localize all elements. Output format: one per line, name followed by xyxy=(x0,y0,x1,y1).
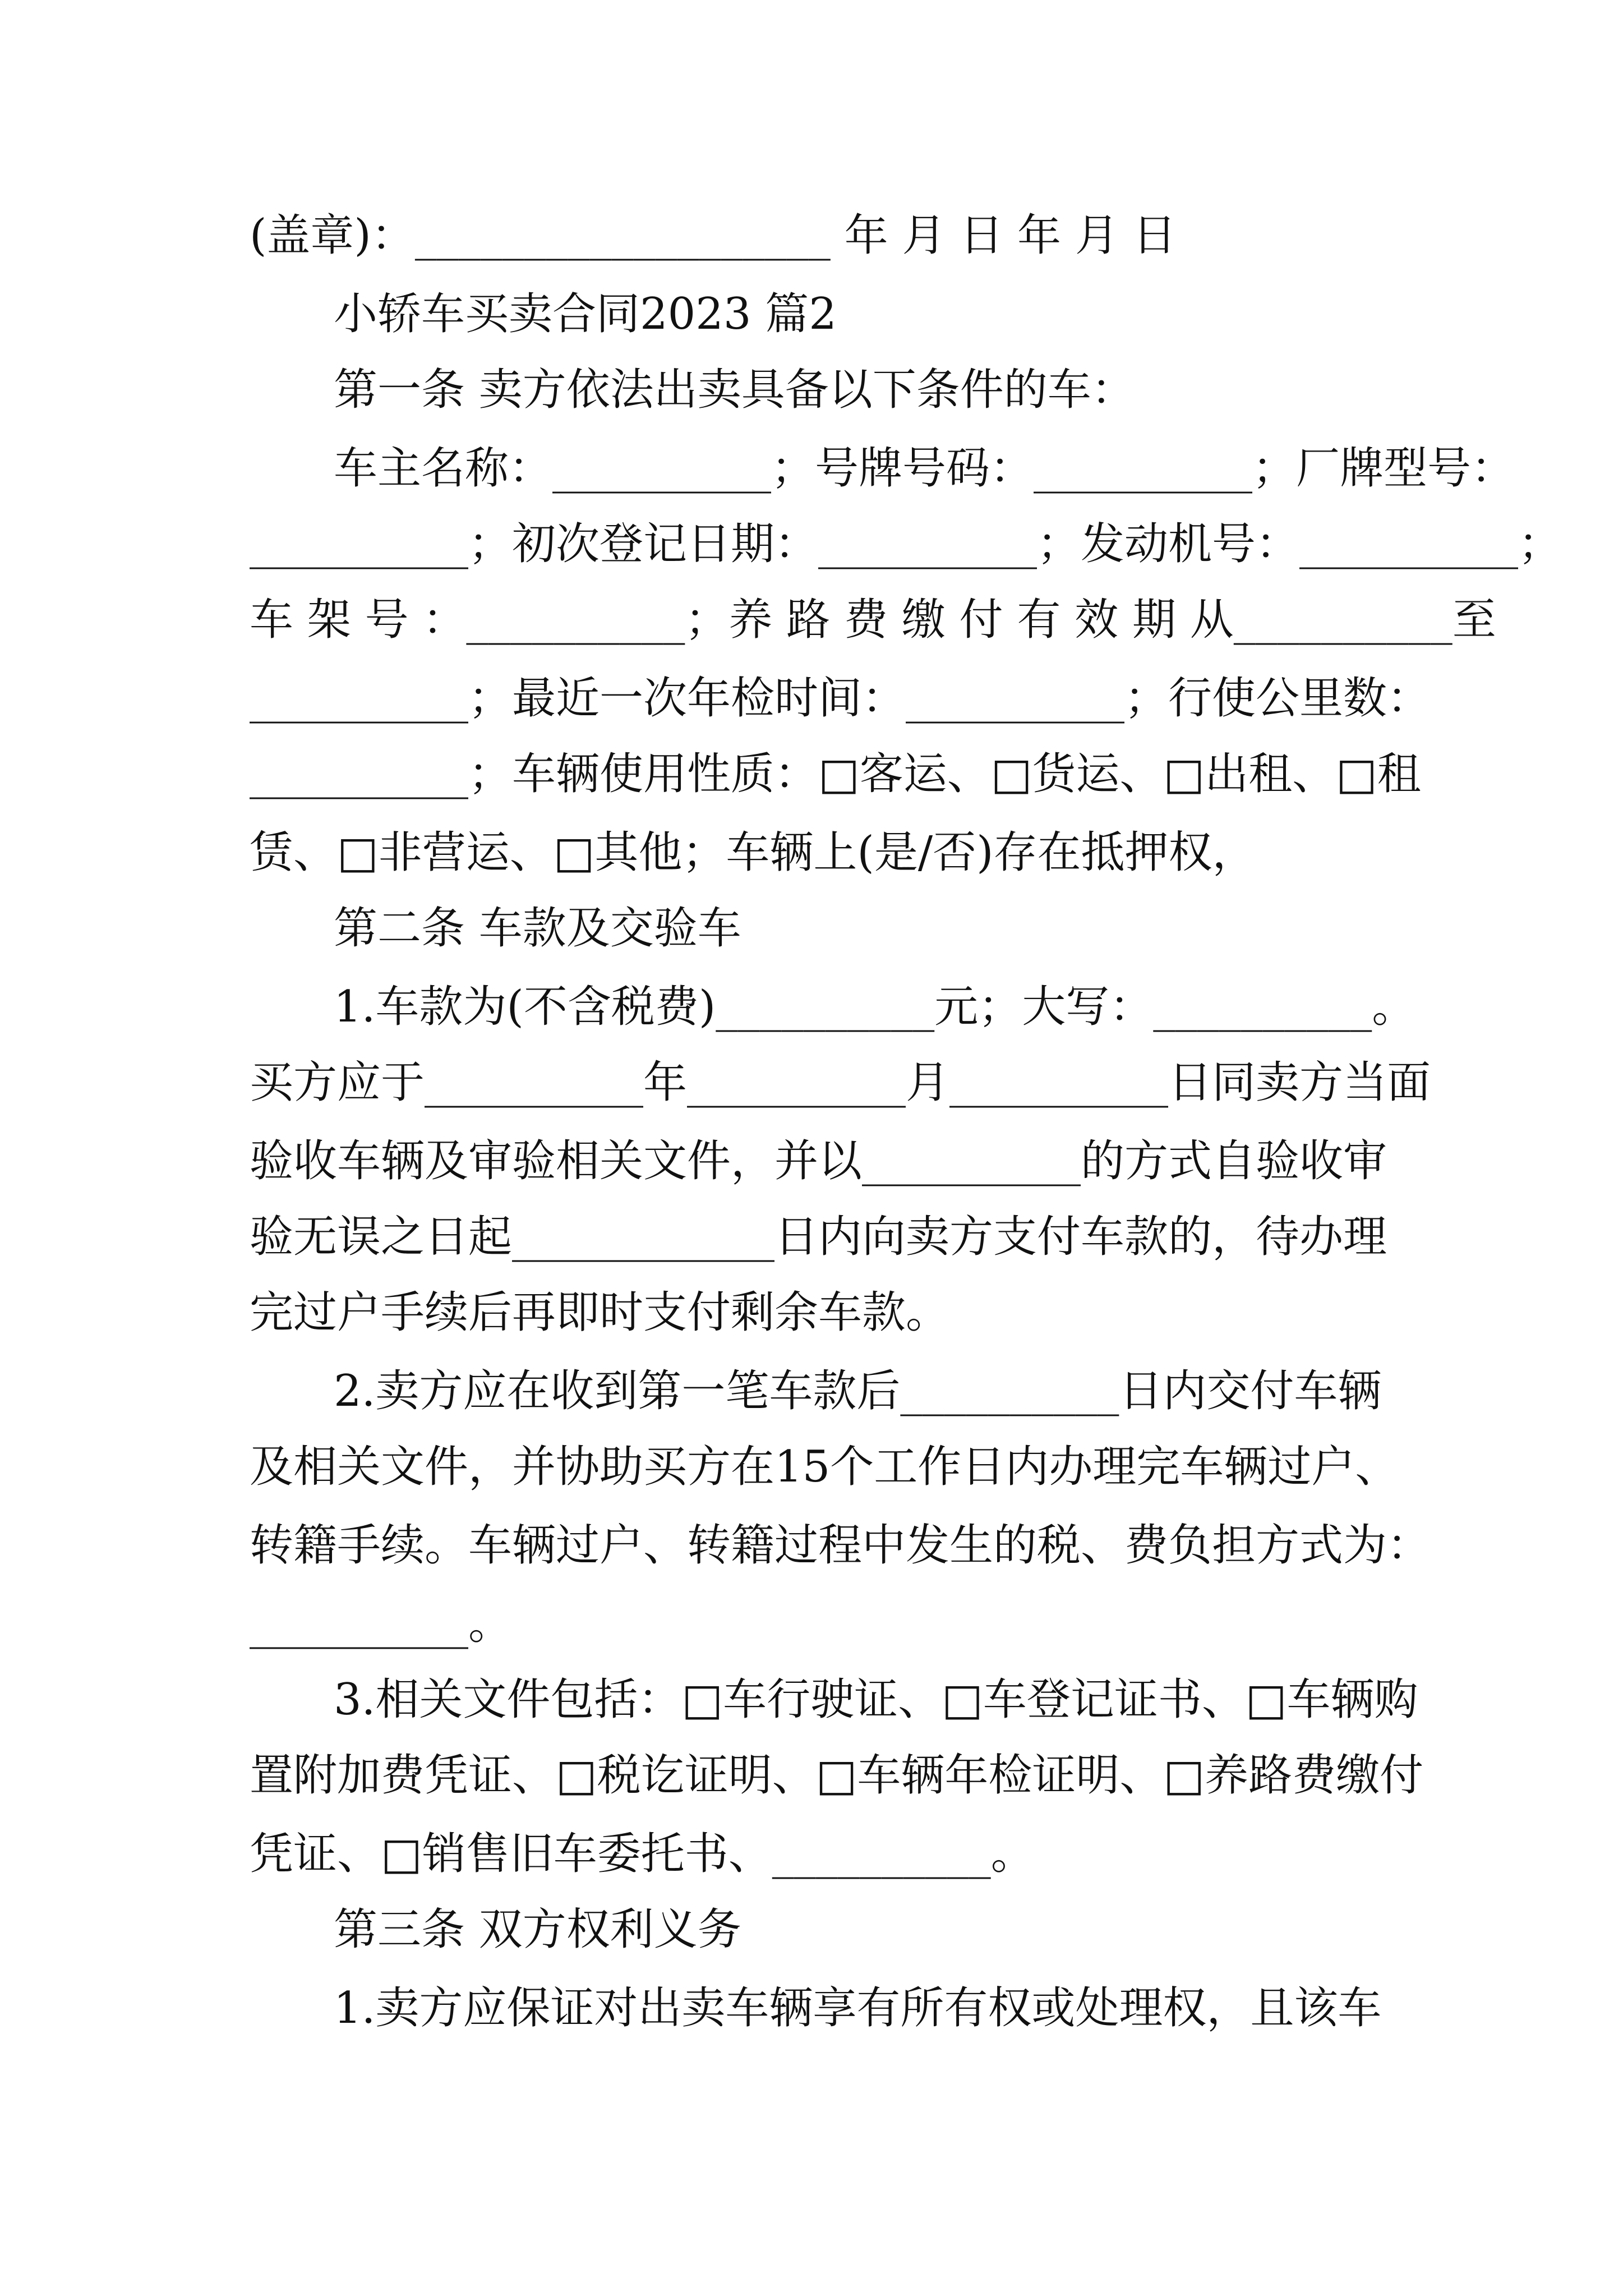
line-11: 1.车款为(不含税费)__________元；大写：__________。 xyxy=(334,982,1416,1032)
line-16: 2.卖方应在收到第一笔车款后__________日内交付车辆 xyxy=(334,1366,1382,1416)
line-1: (盖章)：___________________ 年 月 日 年 月 日 xyxy=(250,210,1177,261)
line-19: __________。 xyxy=(250,1599,513,1649)
line-14: 验无误之日起____________日内向卖方支付车款的，待办理 xyxy=(250,1212,1387,1262)
line-5: __________；初次登记日期：__________；发动机号：__________； xyxy=(250,519,1562,569)
line-21: 置附加费凭证、□税讫证明、□车辆年检证明、□养路费缴付 xyxy=(250,1750,1424,1801)
line-22: 凭证、□销售旧车委托书、__________。 xyxy=(250,1829,1035,1879)
line-24: 1.卖方应保证对出卖车辆享有所有权或处理权，且该车 xyxy=(334,1983,1382,2033)
line-6: 车 架 号 ：__________；养 路 费 缴 付 有 效 期 从__________至 xyxy=(250,595,1496,645)
line-17: 及相关文件，并协助买方在15个工作日内办理完车辆过户、 xyxy=(250,1442,1399,1492)
line-13: 验收车辆及审验相关文件，并以__________的方式自验收审 xyxy=(250,1136,1387,1186)
line-8: __________；车辆使用性质：□客运、□货运、□出租、□租 xyxy=(250,749,1421,799)
line-20: 3.相关文件包括：□车行驶证、□车登记证书、□车辆购 xyxy=(334,1674,1418,1725)
line-12: 买方应于__________年__________月__________日同卖方当面 xyxy=(250,1057,1431,1108)
line-10: 第二条 车款及交验车 xyxy=(334,903,741,954)
line-2: 小轿车买卖合同2023 篇2 xyxy=(334,289,837,339)
line-23: 第三条 双方权利义务 xyxy=(334,1904,741,1955)
line-9: 赁、□非营运、□其他；车辆上(是/否)存在抵押权， xyxy=(250,827,1256,878)
line-4: 车主名称：__________；号牌号码：__________；厂牌型号： xyxy=(334,443,1515,494)
line-3: 第一条 卖方依法出卖具备以下条件的车： xyxy=(334,365,1135,415)
line-18: 转籍手续。车辆过户、转籍过程中发生的税、费负担方式为： xyxy=(250,1520,1431,1571)
line-15: 完过户手续后再即时支付剩余车款。 xyxy=(250,1287,950,1338)
line-7: __________；最近一次年检时间：__________；行使公里数： xyxy=(250,673,1431,724)
